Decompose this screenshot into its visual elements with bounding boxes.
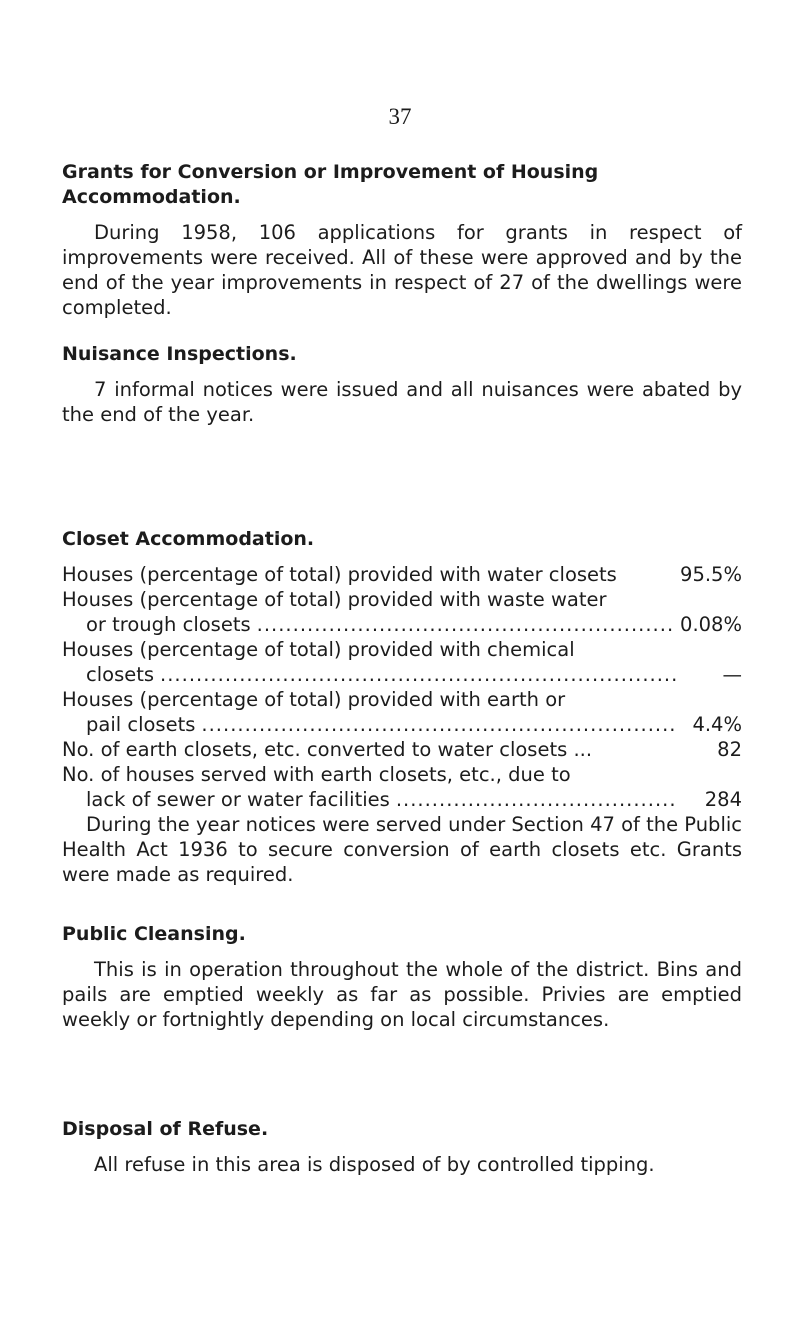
paragraph-refuse: All refuse in this area is disposed of by controlled tipping. xyxy=(94,1153,655,1176)
row-continuation: pail closets xyxy=(86,713,196,736)
leader-dots xyxy=(160,662,676,687)
row-value: 95.5% xyxy=(680,563,742,586)
row-continuation: or trough closets xyxy=(86,613,251,636)
paragraph-cleansing: This is in operation throughout the whole of the district. Bins and pails are emptied weekly as far as possible. Privies are emptied weekly or fortnightly depending on local circumstances. xyxy=(62,958,742,1031)
paragraph-nuisance: 7 informal notices were issued and all nuisances were abated by the end of the year. xyxy=(62,378,742,426)
row-label: No. of houses served with earth closets, etc., due to xyxy=(62,763,571,786)
heading-closet: Closet Accommodation. xyxy=(62,528,315,550)
section-closet xyxy=(62,527,742,887)
page-number: 37 xyxy=(388,104,412,129)
closet-row-converted xyxy=(62,737,742,762)
row-label: No. of earth closets, etc. converted to water closets ... xyxy=(62,738,593,761)
heading-nuisance: Nuisance Inspections. xyxy=(62,343,297,365)
closet-row-lack xyxy=(62,787,742,812)
row-value: — xyxy=(722,663,742,686)
section-nuisance xyxy=(62,342,742,427)
leader-dots xyxy=(396,787,676,812)
heading-refuse: Disposal of Refuse. xyxy=(62,1118,269,1140)
row-continuation: lack of sewer or water facilities xyxy=(86,788,390,811)
closet-row-chemical xyxy=(62,662,742,687)
closet-row-earth xyxy=(62,712,742,737)
closet-row-water xyxy=(62,562,742,587)
row-value: 0.08% xyxy=(680,613,742,636)
row-value: 4.4% xyxy=(692,713,742,736)
row-label: Houses (percentage of total) provided with earth or xyxy=(62,688,566,711)
row-label: Houses (percentage of total) provided with chemical xyxy=(62,638,575,661)
row-label: Houses (percentage of total) provided with waste water xyxy=(62,588,607,611)
section-cleansing xyxy=(62,922,742,1032)
row-continuation: closets xyxy=(86,663,155,686)
section-grants xyxy=(62,160,742,320)
heading-cleansing: Public Cleansing. xyxy=(62,923,246,945)
heading-grants: Grants for Conversion or Improvement of Housing Accommodation. xyxy=(62,161,599,208)
leader-dots xyxy=(201,712,676,737)
closet-row-waste xyxy=(62,612,742,637)
paragraph-closet: During the year notices were served under Section 47 of the Public Health Act 1936 to secure conversion of earth closets etc. Grants were made as required. xyxy=(62,813,742,886)
paragraph-grants: During 1958, 106 applications for grants in respect of improvements were received. All of these were approved and by the end of the year improvements in respect of 27 of the dwellings were completed. xyxy=(62,221,742,319)
row-value: 82 xyxy=(717,738,742,761)
leader-dots xyxy=(257,612,674,637)
row-value: 284 xyxy=(704,788,742,811)
row-label: Houses (percentage of total) provided with water closets xyxy=(62,563,617,586)
section-refuse xyxy=(62,1117,742,1177)
